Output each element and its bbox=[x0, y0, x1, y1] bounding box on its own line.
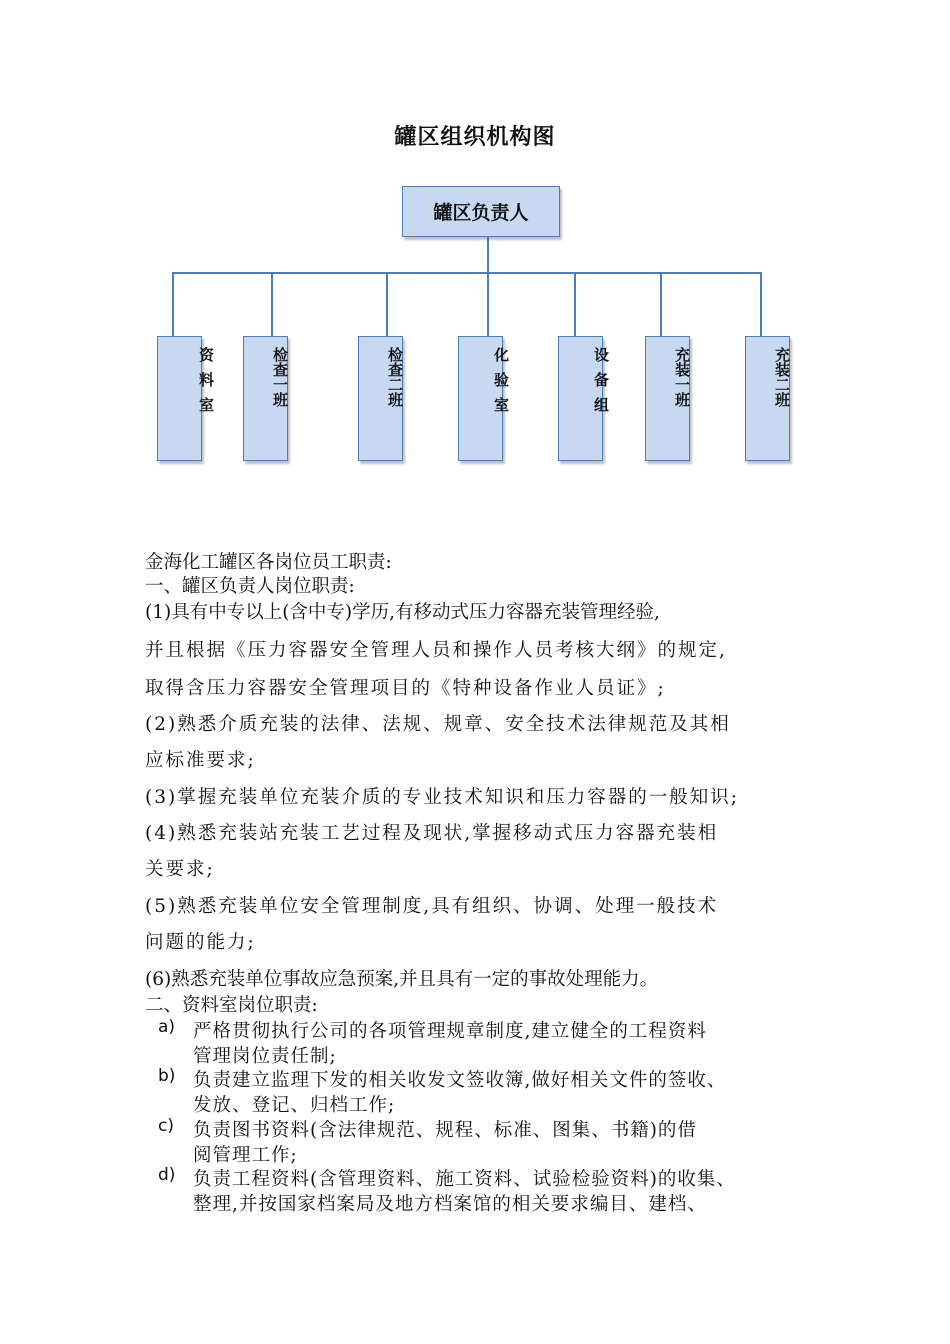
org-unit-box bbox=[558, 336, 610, 461]
org-unit-box bbox=[458, 336, 510, 461]
paragraph-line: (5)熟悉充装单位安全管理制度,具有组织、协调、处理一般技术 bbox=[145, 896, 719, 917]
list-item-text: 发放、登记、归档工作; bbox=[193, 1095, 396, 1116]
connector-unit-1 bbox=[172, 272, 174, 336]
paragraph-line: 关要求; bbox=[145, 859, 215, 880]
org-unit-box bbox=[745, 336, 790, 461]
list-item-text: 负责图书资料(含法律规范、规程、标准、图集、书籍)的借 bbox=[193, 1120, 697, 1141]
connector-root-down bbox=[487, 237, 489, 273]
org-unit-label: 充装二班 bbox=[773, 347, 791, 407]
paragraph-line: 应标准要求; bbox=[145, 750, 256, 771]
list-item-label: a) bbox=[158, 1017, 176, 1037]
paragraph-line: (4)熟悉充装站充装工艺过程及现状,掌握移动式压力容器充装相 bbox=[145, 823, 719, 844]
connector-unit-3 bbox=[386, 272, 388, 336]
org-unit-label: 化验室 bbox=[492, 347, 510, 422]
paragraph-line: (3)掌握充装单位充装介质的专业技术知识和压力容器的一般知识; bbox=[145, 787, 739, 808]
org-unit-box bbox=[645, 336, 690, 461]
paragraph-line: (1)具有中专以上(含中专)学历,有移动式压力容器充装管理经验, bbox=[145, 602, 660, 623]
connector-horizontal bbox=[172, 272, 761, 274]
connector-unit-7 bbox=[760, 272, 762, 336]
org-unit-label: 设备组 bbox=[592, 347, 610, 422]
paragraph-line: 问题的能力; bbox=[145, 932, 256, 953]
org-unit-label: 检查一班 bbox=[271, 347, 289, 407]
connector-unit-4 bbox=[487, 272, 489, 336]
list-item-text: 管理岗位责任制; bbox=[193, 1046, 337, 1067]
chart-title: 罐区组织机构图 bbox=[394, 125, 556, 150]
paragraph-line: 取得含压力容器安全管理项目的《特种设备作业人员证》; bbox=[145, 678, 666, 699]
duties-heading: 金海化工罐区各岗位员工职责: bbox=[145, 552, 392, 573]
org-root-label: 罐区负责人 bbox=[433, 202, 529, 224]
list-item-label: c) bbox=[158, 1116, 174, 1136]
paragraph-line: 并且根据《压力容器安全管理人员和操作人员考核大纲》的规定, bbox=[145, 640, 727, 661]
org-unit-label: 充装一班 bbox=[673, 347, 691, 407]
connector-unit-6 bbox=[660, 272, 662, 336]
paragraph-line: (2)熟悉介质充装的法律、法规、规章、安全技术法律规范及其相 bbox=[145, 714, 731, 735]
org-unit-label: 检查二班 bbox=[386, 347, 404, 407]
list-item-text: 阅管理工作; bbox=[193, 1145, 298, 1166]
org-unit-label: 资料室 bbox=[197, 347, 215, 422]
list-item-text: 负责建立监理下发的相关收发文签收簿,做好相关文件的签收、 bbox=[193, 1070, 727, 1091]
section-heading: 一、罐区负责人岗位职责: bbox=[145, 576, 355, 597]
paragraph-line: (6)熟悉充装单位事故应急预案,并且具有一定的事故处理能力。 bbox=[145, 969, 659, 990]
list-item-text: 整理,并按国家档案局及地方档案馆的相关要求编目、建档、 bbox=[193, 1194, 707, 1215]
org-unit-box bbox=[243, 336, 288, 461]
list-item-label: b) bbox=[158, 1066, 176, 1086]
org-unit-box bbox=[358, 336, 403, 461]
connector-unit-5 bbox=[574, 272, 576, 336]
org-root-box bbox=[402, 186, 560, 237]
list-item-label: d) bbox=[158, 1165, 176, 1185]
list-item-text: 负责工程资料(含管理资料、施工资料、试验检验资料)的收集、 bbox=[193, 1169, 736, 1190]
connector-unit-2 bbox=[271, 272, 273, 336]
list-item-text: 严格贯彻执行公司的各项管理规章制度,建立健全的工程资料 bbox=[193, 1021, 707, 1042]
org-unit-box bbox=[157, 336, 215, 461]
section-heading: 二、资料室岗位职责: bbox=[145, 995, 318, 1016]
